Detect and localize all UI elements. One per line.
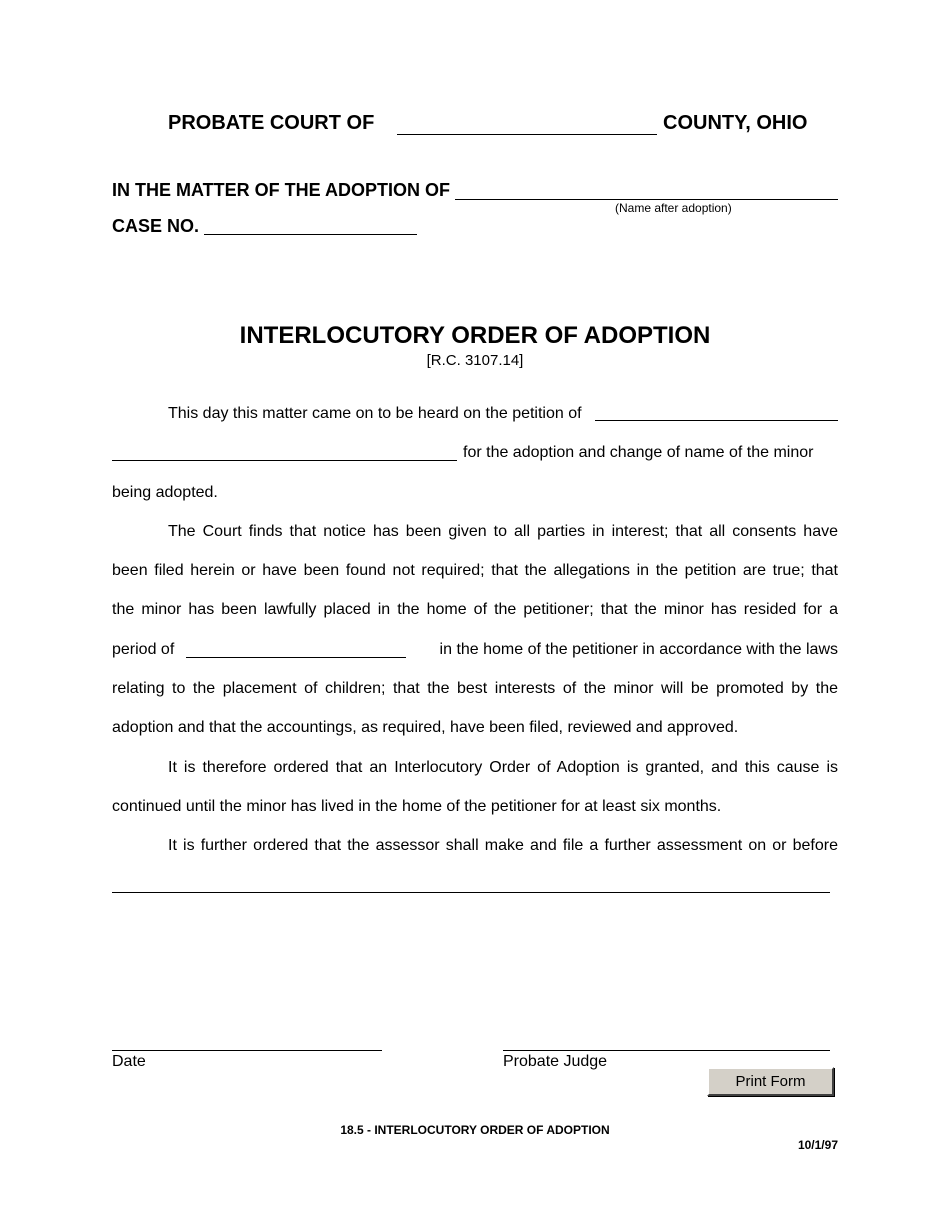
footer-revision-date: 10/1/97 — [797, 1138, 838, 1152]
name-after-adoption-note: (Name after adoption) — [615, 201, 732, 215]
court-prefix: PROBATE COURT OF — [168, 112, 375, 134]
petitioner-name-field-1[interactable] — [595, 420, 838, 421]
county-field[interactable] — [397, 134, 657, 135]
p2-line-2: been filed herein or have been found not required; that the allegations in the petition are true; that — [112, 562, 838, 579]
court-suffix: COUNTY, OHIO — [663, 112, 808, 134]
statute-reference: [R.C. 3107.14] — [426, 352, 524, 369]
p1-text-a: This day this matter came on to be heard on the petition of — [168, 405, 582, 422]
case-number-field[interactable] — [204, 234, 417, 235]
p2-line-6: adoption and that the accountings, as required, have been filed, reviewed and approved. — [112, 719, 739, 736]
p3-line-1: It is therefore ordered that an Interlocutory Order of Adoption is granted, and this cause is — [168, 759, 838, 776]
probate-judge-label: Probate Judge — [503, 1053, 608, 1070]
p2-line-4a: period of — [112, 641, 175, 658]
footer-form-title: 18.5 - INTERLOCUTORY ORDER OF ADOPTION — [340, 1123, 610, 1137]
p1-text-c: being adopted. — [112, 484, 218, 501]
date-signature-line[interactable] — [112, 1050, 382, 1051]
p2-line-1: The Court finds that notice has been given to all parties in interest; that all consents have — [168, 523, 838, 540]
case-number-label: CASE NO. — [112, 216, 200, 236]
assessment-date-field[interactable] — [112, 892, 830, 893]
date-label: Date — [112, 1053, 146, 1070]
p2-line-4b: in the home of the petitioner in accordance with the laws — [439, 641, 838, 658]
print-form-button[interactable]: Print Form — [707, 1067, 834, 1096]
adoptee-name-field[interactable] — [455, 199, 838, 200]
residence-period-field[interactable] — [186, 657, 406, 658]
p1-text-b: for the adoption and change of name of the minor — [463, 444, 814, 461]
p2-line-3: the minor has been lawfully placed in the home of the petitioner; that the minor has resided for a — [112, 601, 838, 618]
p2-line-5: relating to the placement of children; that the best interests of the minor will be promoted by the — [112, 680, 838, 697]
document-title: INTERLOCUTORY ORDER OF ADOPTION — [239, 322, 711, 349]
judge-signature-line[interactable] — [503, 1050, 830, 1051]
p3-line-2: continued until the minor has lived in the home of the petitioner for at least six months. — [112, 798, 722, 815]
adoption-matter-label: IN THE MATTER OF THE ADOPTION OF — [112, 180, 450, 200]
petitioner-name-field-2[interactable] — [112, 460, 457, 461]
p4-line-1: It is further ordered that the assessor shall make and file a further assessment on or before — [168, 837, 838, 854]
